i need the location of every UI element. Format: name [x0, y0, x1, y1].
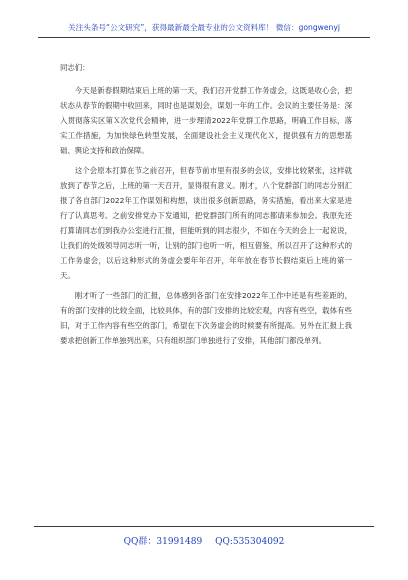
qq-number: QQ:535304092 — [215, 537, 285, 547]
page-footer — [34, 526, 374, 547]
qq-group-number: QQ群：31991489 — [123, 537, 203, 547]
document-body — [60, 60, 352, 353]
paragraph-2: 这个会原本打算在节之前召开，但春节前市里有很多的会议，安排比较紧张，这样就放到了春节之后，上班的第一天召开，显得很有意义。刚才，八个党群部门的同志分别汇报了各自部门2022年工作谋划和构想，谈出很多创新思路，务实措施，看出来大家是进行了认真思考。之前安排党办下发通知，把党群部门所有的同志都请来参加会。我原先还打算请同志们到我办公室进行汇报，但能听到的同志很少，不如在今天的会上一起说说，让我们的处级领导同志听一听，让别的部门也听一听，相互借鉴，所以召开了这种形式的工作务虚会，以后这种形式的务虚会要年年召开，年年放在春节长假结束后上班的第一天。 — [60, 166, 352, 280]
page-header-banner: 关注头条号“公文研究”，获得最新最全最专业的公文资料库！ 微信：gongwenyj — [38, 22, 370, 38]
paragraph-1: 今天是新春假期结束后上班的第一天，我们召开党群工作务虚会，这既是收心会，把状态从春节的假期中收回来，同时也是谋划会，谋划一年的工作。会议的主要任务是：深入贯彻落实区第Ｘ次党代会精神，进一步理清2022年党群工作思路，明确工作目标，落实工作措施，为加快绿色转型发展，全面建设社会主义现代化Ｘ，提供强有力的思想基础、舆论支持和政治保障。 — [60, 86, 352, 155]
paragraph-3: 刚才听了一些部门的汇报，总体感到各部门在安排2022年工作中还是有些差距的，有的部门安排的比较全面，比较具体，有的部门安排的比较宏观，内容有些空，载体有些旧，对于工作内容有些空的部门，希望在下次务虚会的时候要有所提高。另外在汇报上我要求把创新工作单独列出来，只有组织部门单独进行了安排，其他部门都没单列。 — [60, 291, 352, 345]
greeting: 同志们： — [60, 63, 90, 72]
